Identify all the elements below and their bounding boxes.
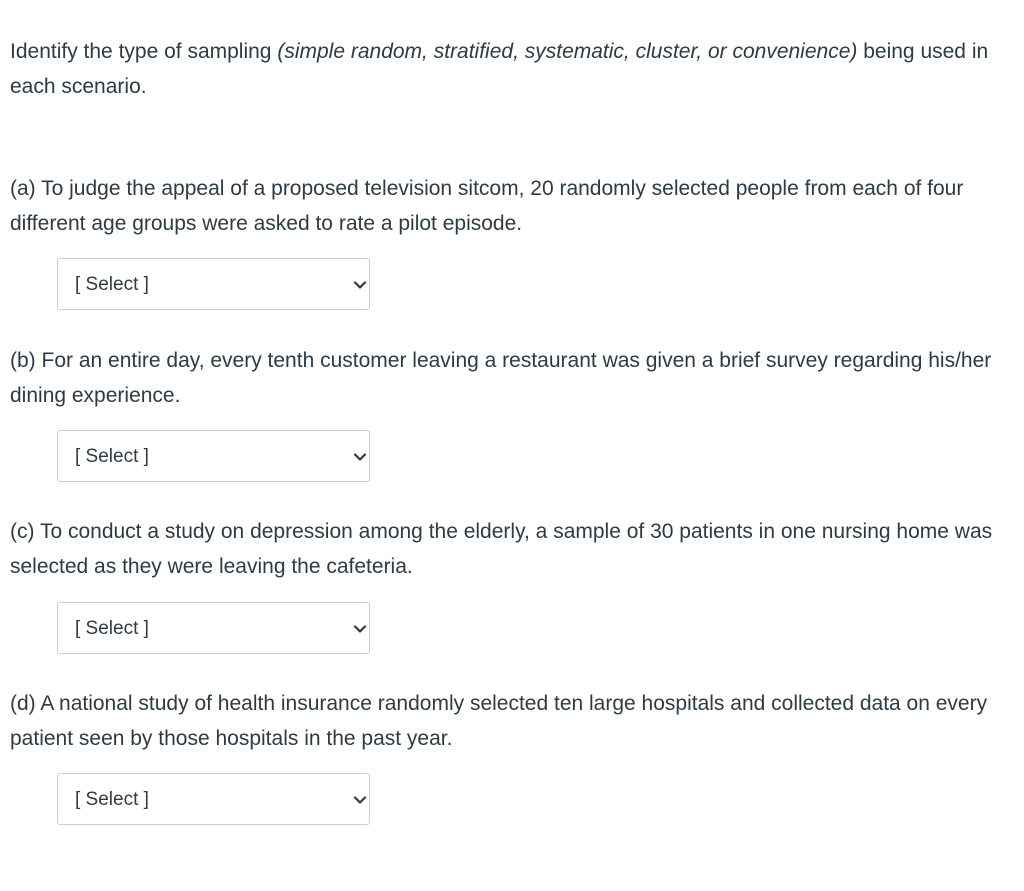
sampling-types-list: (simple random, stratified, systematic, cluster, or convenience) xyxy=(277,40,858,63)
question-b-select[interactable] xyxy=(57,430,370,482)
question-a-select[interactable] xyxy=(57,258,370,310)
question-b-select-value: [ Select ] xyxy=(75,446,149,467)
question-a-text: (a) To judge the appeal of a proposed television sitcom, 20 randomly selected people from each of four different age groups were asked to rate a pilot episode. xyxy=(10,177,964,235)
chevron-down-icon xyxy=(353,793,367,807)
question-c-select[interactable] xyxy=(57,602,370,654)
question-d-select[interactable] xyxy=(57,773,370,825)
instructions-text xyxy=(10,34,1010,104)
question-b-text: (b) For an entire day, every tenth customer leaving a restaurant was given a brief survey regarding his/her dining experience. xyxy=(10,349,992,407)
instructions-tail: being used in each scenario. xyxy=(10,40,989,98)
question-d-text: (d) A national study of health insurance randomly selected ten large hospitals and collected data on every patient seen by those hospitals in the past year. xyxy=(10,692,988,750)
chevron-down-icon xyxy=(353,278,367,292)
question-d-select-value: [ Select ] xyxy=(75,789,149,810)
question-c-text: (c) To conduct a study on depression among the elderly, a sample of 30 patients in one nursing home was selected as they were leaving the cafeteria. xyxy=(10,520,993,578)
question-c-select-value: [ Select ] xyxy=(75,618,149,639)
instructions-lead: Identify the type of sampling xyxy=(10,40,278,63)
question-a-select-value: [ Select ] xyxy=(75,274,149,295)
chevron-down-icon xyxy=(353,450,367,464)
chevron-down-icon xyxy=(353,622,367,636)
